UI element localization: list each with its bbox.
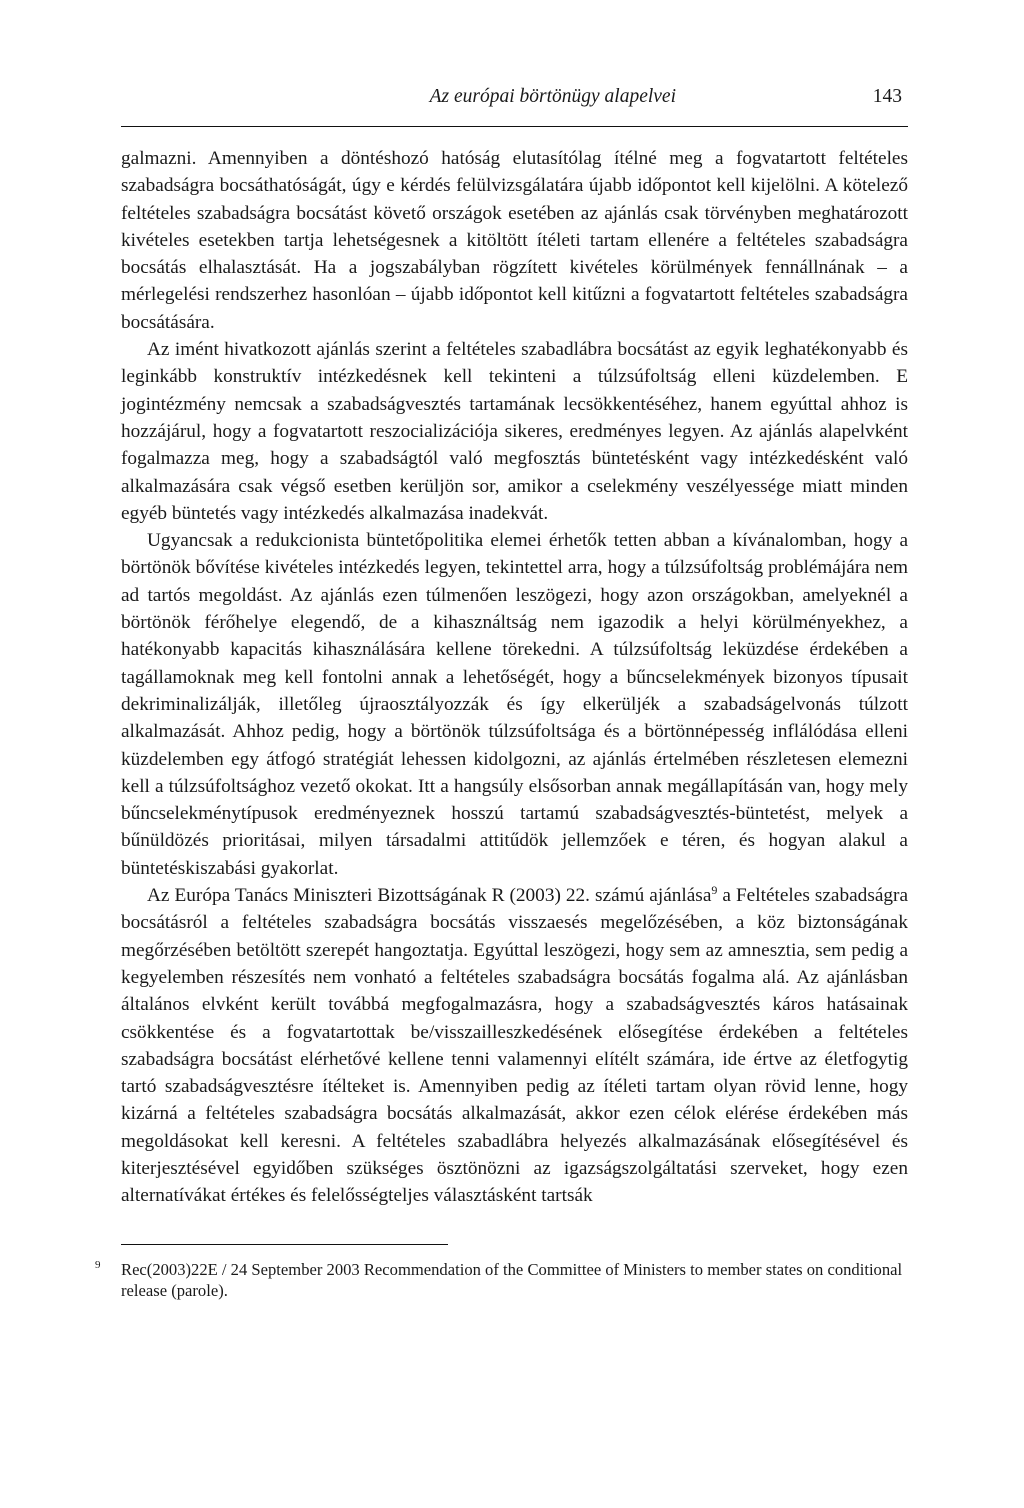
paragraph-4 [121,882,908,1210]
footnote-rule [121,1244,448,1245]
footnote [95,1258,908,1301]
footnote-marker: 9 [95,1258,101,1271]
paragraph-4-start: Az Európa Tanács Miniszteri Bizottságának R (2003) 22. számú ajánlása [147,885,712,907]
header-rule [121,126,908,127]
book-page [95,86,908,1301]
paragraph-3: Ugyancsak a redukcionista büntetőpolitika elemei érhetők tetten abban a kívánalomban, hogy a börtönök bővítése kivételes intézkedés legyen, tekintettel arra, hogy a túlzsúfoltság problémájára nem ad tartós megoldást. Az ajánlás ezen túlmenően leszögezi, hogy azon országokban, amelyeknél a börtönök férőhelye elegendő, de a kihasználtság nem igazodik a helyi körülményekhez, a hatékonyabb kapacitás kihasználására kellene törekedni. A túlzsúfoltság leküzdése érdekében a tagállamoknak meg kell fontolni annak a lehetőségét, hogy a bűncselekmények bizonyos típusait dekriminalizálják, illetőleg újraosztályozzák és így elkerüljék a szabadságelvonás túlzott alkalmazását. Ahhoz pedig, hogy a börtönök túlzsúfoltsága és a börtönnépesség inflálódása elleni küzdelemben egy átfogó stratégiát lehessen kidolgozni, az ajánlás értelmében részletesen elemezni kell a túlzsúfoltsághoz vezető okokat. Itt a hangsúly elsősorban annak megállapításán van, hogy mely bűncselekménytípusok eredményeznek hosszú tartamú szabadságvesztés-büntetést, melyek a bűnüldözés prioritásai, milyen társadalmi attitűdök jellemzőek e téren, és hogyan alakul a büntetéskiszabási gyakorlat. [121,530,908,879]
footnote-reference[interactable]: 9 [711,883,718,898]
page-number: 143 [872,86,902,107]
body-text [121,145,908,1210]
paragraph-1: galmazni. Amennyiben a döntéshozó hatóság elutasítólag ítélné meg a fogvatartott feltételes szabadságra bocsáthatóságát, úgy e kérdés felülvizsgálatára újabb időpontot kell kijelölni. A kötelező feltételes szabadságra bocsátást követő országok esetében az ajánlás csak törvényben meghatározott kivételes esetekben tartja lehetségesnek a kitöltött ítéleti tartam ellenére a feltételes szabadságra bocsátás elhalasztását. Ha a jogszabályban rögzített kivételes körülmények fennállnának – a mérlegelési rendszerhez hasonlóan – újabb időpontot kell kitűzni a fogvatartott feltételes szabadságra bocsátására. [121,148,908,333]
footnote-text: Rec(2003)22E / 24 September 2003 Recommendation of the Committee of Ministers to member states on conditional release (parole). [121,1259,903,1300]
paragraph-4-rest: a Feltételes szabadságra bocsátásról a feltételes szabadságra bocsátás visszaesés megelőzésében, a köz biztonságának megőrzésében betöltött szerepét hangoztatja. Egyúttal leszögezi, hogy sem az amnesztia, sem pedig a kegyelemben részesítés nem vonható a feltételes szabadságra bocsátás fogalma alá. Az ajánlásban általános elvként került továbbá megfogalmazásra, hogy a szabadságvesztés káros hatásainak csökkentése és a fogvatartottak be/visszailleszkedésének elősegítése érdekében a feltételes szabadságra bocsátást elérhetővé kellene tenni valamennyi elítélt számára, ide értve az életfogytig tartó szabadságvesztésre ítélteket is. Amennyiben pedig az ítéleti tartam olyan rövid lenne, hogy kizárná a feltételes szabadságra bocsátás alkalmazását, akkor ezen célok elérése érdekében más megoldásokat kell keresni. A feltételes szabadlábra helyezés alkalmazásának elősegítésével és kiterjesztésével egyidőben szükséges ösztönözni az igazságszolgáltatási szerveket, hogy ezen alternatívákat értékes és felelősségteljes választásként tartsák [121,885,908,1207]
running-title: Az európai börtönügy alapelvei [429,86,676,107]
running-head [121,86,908,116]
paragraph-2: Az imént hivatkozott ajánlás szerint a feltételes szabadlábra bocsátást az egyik leghatékonyabb és leginkább konstruktív intézkedésnek kell tekinteni a túlzsúfoltság elleni küzdelemben. E jogintézmény nemcsak a szabadságvesztés tartamának lecsökkentéséhez, hanem egyúttal ahhoz is hozzájárul, hogy a fogvatartott reszocializációja sikeres, eredményes legyen. Az ajánlás alapelvként fogalmazza meg, hogy a szabadságtól való megfosztás büntetésként vagy intézkedésként való alkalmazására csak végső esetben kerüljön sor, amikor a cselekmény veszélyessége miatt minden egyéb büntetés vagy intézkedés alkalmazása inadekvát. [121,339,908,524]
